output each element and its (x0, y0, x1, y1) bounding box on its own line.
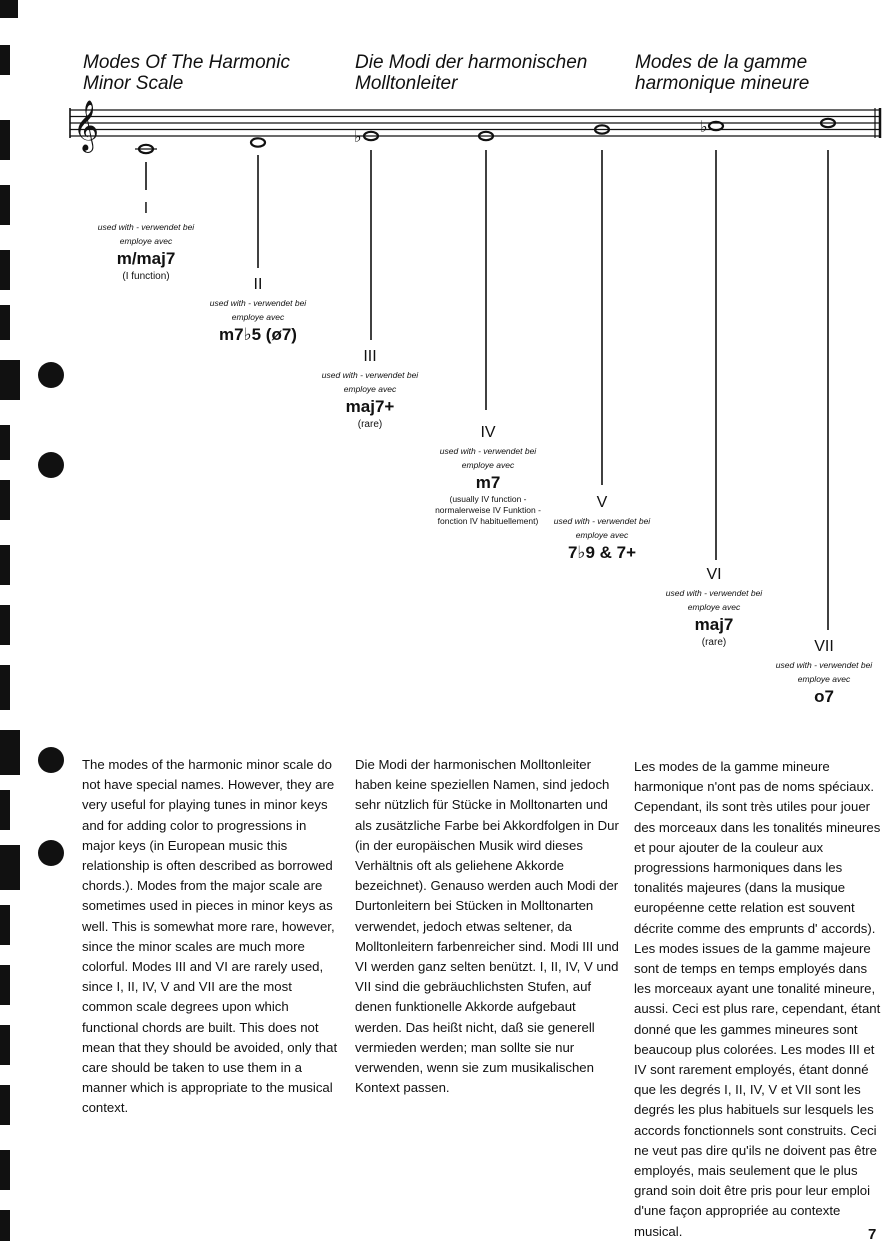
used-with-label: used with - verwendet bei (553, 516, 651, 526)
used-with-label: used with - verwendet bei (665, 588, 763, 598)
mode-numeral: V (596, 494, 608, 511)
mode-label-vii (754, 638, 893, 708)
employe-label: employe avec (231, 312, 285, 322)
mode-label-vi (644, 566, 784, 649)
mode-numeral: I (143, 200, 149, 217)
employe-label: employe avec (343, 384, 397, 394)
mode-label-v (532, 494, 672, 564)
mode-note: (usually IV function - normalerweise IV Funktion - fonction IV habituellement) (435, 494, 541, 526)
flat-sign-icon: ♭ (700, 117, 708, 136)
mode-chord: maj7 (694, 615, 734, 634)
title-english: Modes Of The Harmonic Minor Scale (83, 52, 290, 94)
used-with-label: used with - verwendet bei (321, 370, 419, 380)
page-number: 7 (868, 1226, 877, 1243)
employe-label: employe avec (119, 236, 173, 246)
employe-label: employe avec (461, 460, 515, 470)
used-with-label: used with - verwendet bei (439, 446, 537, 456)
mode-chord: maj7+ (345, 397, 395, 416)
punch-hole (38, 840, 64, 866)
employe-label: employe avec (687, 602, 741, 612)
mode-numeral: VII (814, 638, 834, 655)
body-text-french: Les modes de la gamme mineure harmonique n'ont pas de noms spéciaux. Cependant, ils sont très utiles pour jouer des morceaux dans les tonalités mineures et pour ajouter de la couleur aux progressions harmoniques dans les tonalités majeures (dans la musique européenne cette relation est souvent décrite comme des emprunts d' accords). Les modes issues de la gamme majeure sont de temps en temps employés dans les morceaux ayant une tonalité mineure, aussi. Ceci est plus rare, cependant, étant donné que les gammes mineures sont beaucoup plus colorées. Les modes III et IV sont rarement employés, étant donné que les degrés I, II, IV, V et VII sont les degrés les plus habituels sur lesquels les accords fonctionnels sont construits. Ceci ne veut pas dire qu'ils ne doivent pas être employés, mais seulement que le plus grand soin doit être pris pour leur emploi d'une façon appropriée au contexte musical. (634, 759, 881, 1239)
mode-numeral: IV (480, 424, 496, 441)
mode-chord: 7♭9 & 7+ (567, 543, 637, 562)
mode-chord: m7♭5 (ø7) (219, 325, 297, 344)
employe-label: employe avec (797, 674, 851, 684)
mode-numeral: VI (706, 566, 722, 583)
employe-label: employe avec (575, 530, 629, 540)
body-text-german: Die Modi der harmonischen Molltonleiter haben keine speziellen Namen, sind jedoch sehr nützlich für Stücke in Molltonarten und als zusätzliche Farbe bei Akkordfolgen in Dur (in der europäischen Musik wird dieses Verhältnis oft als geliehene Akkorde bezeichnet). Genauso werden auch Modi der Durtonleitern bei Stücken in Molltonarten verwendet, jedoch etwas seltener, da Molltonleitern farbenreicher sind. Modi III und VI werden ganz selten benützt. I, II, IV, V und VII sind die gebräuchlichsten Stufen, auf denen funktionelle Akkorde aufgebaut werden. Das heißt nicht, daß sie generell vermieden werden; man sollte sie nur verwenden, wenn sie zum musikalischen Kontext passen. (355, 757, 619, 1096)
mode-label-iii (300, 348, 440, 431)
mode-label-i (76, 200, 216, 283)
used-with-label: used with - verwendet bei (775, 660, 873, 670)
note-head (251, 138, 265, 146)
mode-note: (rare) (357, 419, 383, 430)
mode-label-ii (188, 276, 328, 346)
body-text-english: The modes of the harmonic minor scale do not have special names. However, they are very useful for playing tunes in minor keys and for adding color to progressions in major keys (in European music this relationship is often described as borrowed chords.). Modes from the major scale are sometimes used in pieces in minor keys as well. This is somewhat more rare, however, since the minor scales are much more colorful. Modes III and VI are rarely used, since I, II, IV, V and VII are the most common scale degrees upon which functional chords are built. This does not mean that they should be avoided, only that care should be taken to use them in a manner which is appropriate to the musical context. (82, 757, 338, 1116)
title-german: Die Modi der harmonischen Molltonleiter (355, 52, 588, 94)
mode-chord: o7 (814, 687, 834, 706)
punch-hole (38, 747, 64, 773)
title-french: Modes de la gamme harmonique mineure (635, 52, 810, 94)
mode-chord: m/maj7 (116, 249, 176, 268)
staff-lines (70, 108, 880, 138)
mode-chord: m7 (475, 473, 501, 492)
used-with-label: used with - verwendet bei (209, 298, 307, 308)
used-with-label: used with - verwendet bei (97, 222, 195, 232)
mode-stems (146, 150, 828, 630)
treble-clef-icon: 𝄞 (73, 100, 100, 151)
flat-sign-icon: ♭ (354, 127, 362, 146)
mode-numeral: III (363, 348, 377, 365)
mode-note: (rare) (701, 637, 727, 648)
mode-numeral: II (253, 276, 263, 293)
mode-note: (I function) (122, 271, 170, 282)
